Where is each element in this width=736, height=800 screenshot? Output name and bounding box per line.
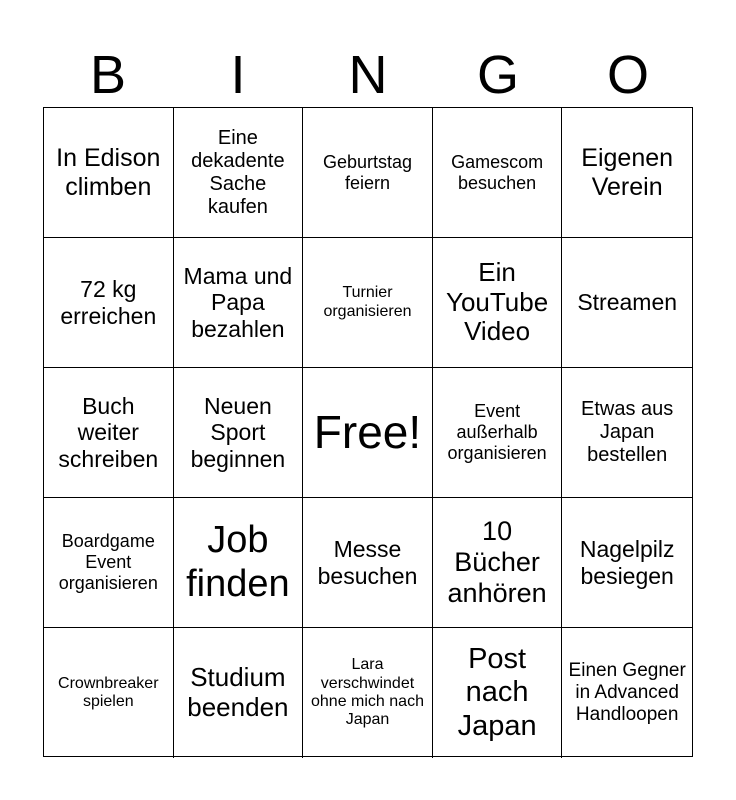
cell-label: Studium beenden [187,662,289,722]
bingo-cell[interactable] [562,368,692,498]
board-row-2 [44,238,692,368]
bingo-cell[interactable] [303,238,433,368]
cell-label: Gamescom besuchen [451,151,544,193]
bingo-cell[interactable] [433,498,563,628]
bingo-cell[interactable] [303,108,433,238]
cell-label: Eine dekadente Sache kaufen [191,126,285,218]
cell-label: Post nach Japan [457,642,537,742]
cell-label: Streamen [577,289,678,316]
header-letter-b: B [89,45,127,105]
bingo-cell[interactable] [562,108,692,238]
cell-label: Eigenen Verein [581,143,674,201]
header-letter-o: O [606,45,649,105]
bingo-cell[interactable] [44,238,174,368]
header-letter-i: I [230,45,246,105]
cell-label: Ein YouTube Video [445,256,549,347]
board-row-5 [44,628,692,758]
cell-label: Event außerhalb organisieren [447,401,547,463]
bingo-cell[interactable] [174,368,304,498]
bingo-cell[interactable] [174,498,304,628]
bingo-cell[interactable] [562,498,692,628]
board-row-1 [44,108,692,238]
cell-label: Mama und Papa bezahlen [183,262,293,342]
bingo-board [43,107,693,757]
cell-label: In Edison climben [56,143,161,201]
bingo-header [43,44,693,106]
bingo-cell[interactable] [44,368,174,498]
cell-label: Neuen Sport beginnen [190,392,286,472]
bingo-cell[interactable] [562,628,692,758]
cell-label: Boardgame Event organisieren [58,531,158,593]
cell-label: Turnier organisieren [323,284,412,320]
bingo-cell[interactable] [433,108,563,238]
bingo-cell[interactable] [562,238,692,368]
board-row-4 [44,498,692,628]
bingo-cell[interactable] [433,238,563,368]
cell-label: Geburtstag feiern [322,151,413,193]
cell-label: Etwas aus Japan bestellen [581,398,674,466]
cell-label: Messe besuchen [317,536,418,589]
bingo-cell[interactable] [44,108,174,238]
bingo-cell[interactable] [174,108,304,238]
cell-label: Lara verschwindet ohne mich nach Japan [311,656,424,729]
cell-label: Nagelpilz besiegen [579,536,675,589]
bingo-cell[interactable] [303,498,433,628]
bingo-cell[interactable] [174,628,304,758]
cell-label: Einen Gegner in Advanced Handloopen [568,660,686,725]
bingo-cell[interactable] [44,628,174,758]
free-space-cell[interactable] [303,368,433,498]
bingo-cell[interactable] [433,368,563,498]
header-letter-n: N [348,45,388,105]
cell-label: Crownbreaker spielen [58,674,159,710]
cell-label: 10 Bücher anhören [447,515,547,609]
bingo-cell[interactable] [433,628,563,758]
bingo-cell[interactable] [303,628,433,758]
cell-label: Buch weiter schreiben [58,392,159,472]
bingo-cell[interactable] [174,238,304,368]
cell-label: Job finden [186,518,290,605]
header-letter-g: G [476,45,519,105]
board-row-3 [44,368,692,498]
free-space-label: Free! [313,406,422,459]
bingo-cell[interactable] [44,498,174,628]
cell-label: 72 kg erreichen [60,276,157,329]
